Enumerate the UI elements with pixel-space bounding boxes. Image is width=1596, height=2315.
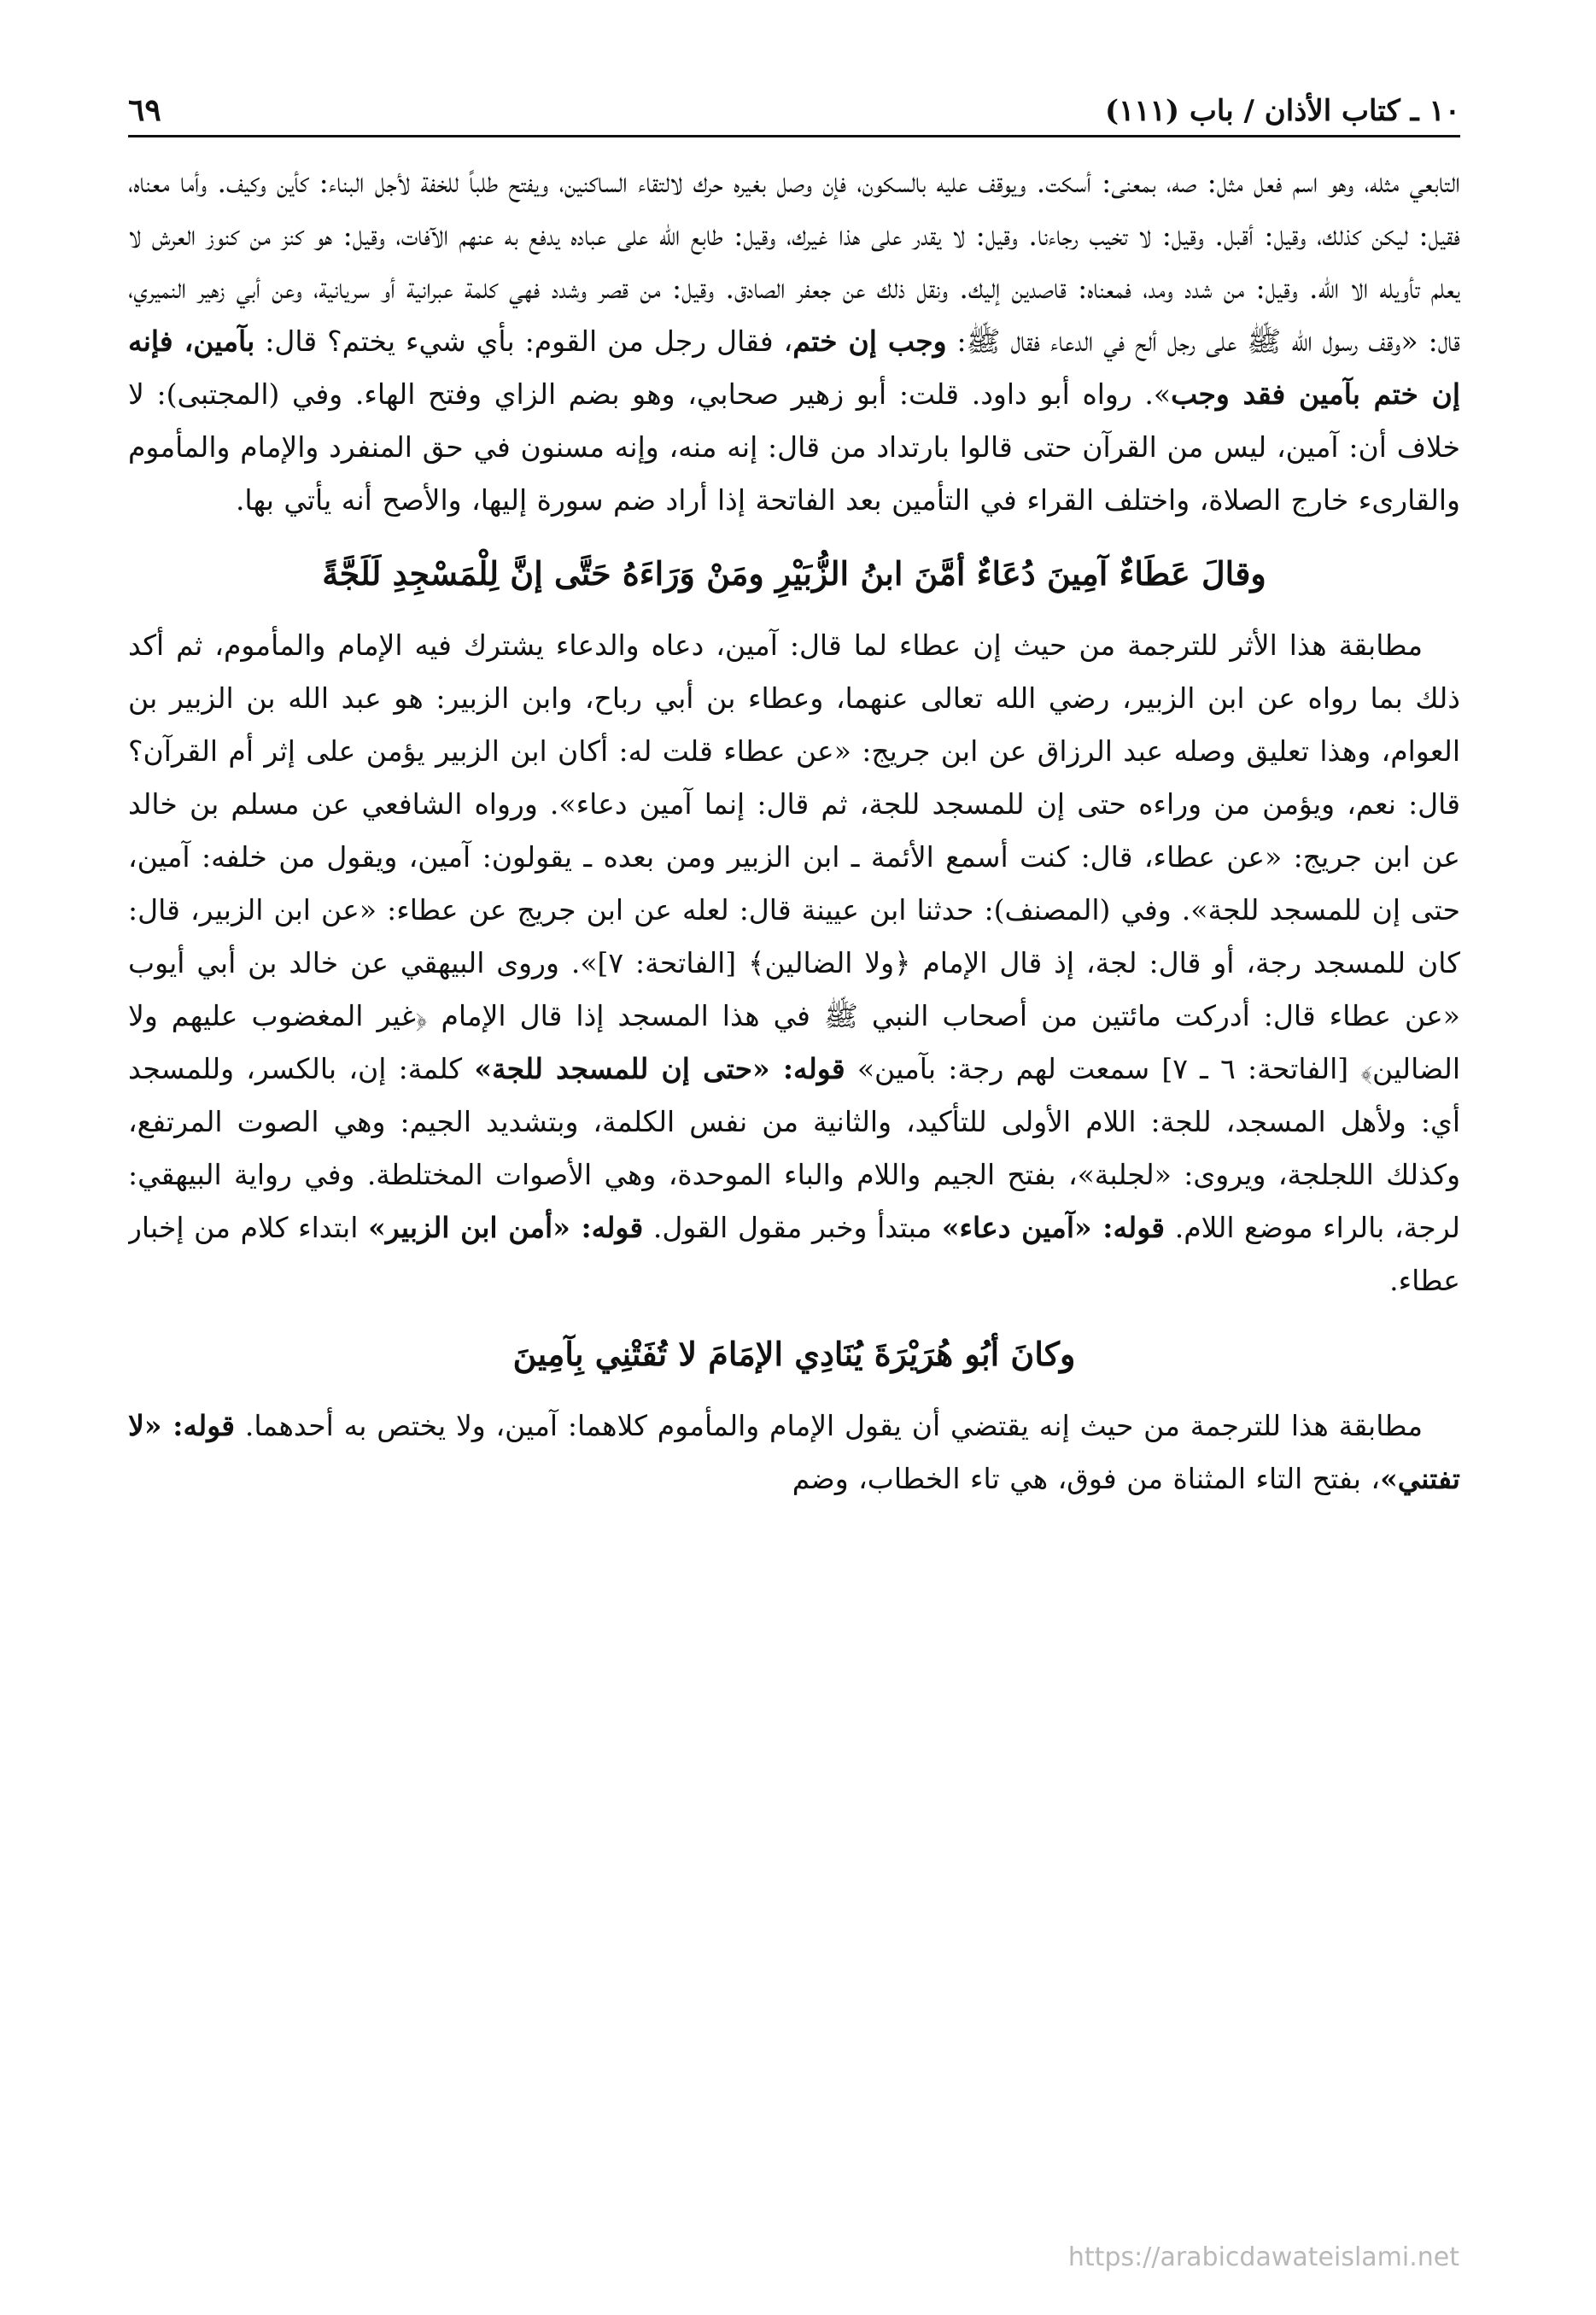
- hadith-quote-bold: بآمين، فإنه إن ختم بآمين فقد وجب: [128, 324, 1460, 411]
- text-segment: ، فقال رجل من القوم: بأي شيء يختم؟ قال:: [265, 324, 793, 358]
- qawluhu-bold: قوله: «لا تفتني»: [128, 1409, 1460, 1495]
- qawluhu-bold: قوله: «حتى إن للمسجد للجة»: [474, 1052, 845, 1085]
- hadith-quote-bold: وجب إن ختم: [792, 324, 947, 358]
- text-segment: كلمة: إن، بالكسر، وللمسجد أي: ولأهل المسجد، للجة: اللام الأولى للتأكيد، والثانية من نفس الكلمة، وبتشديد الجيم: وهي الصوت المرتفع، وكذلك اللجلجة، ويروى: «لجلبة»، بفتح الجيم واللام والباء الموحدة، وهي الأصوات المختلطة. وفي رواية البيهقي: لرجة، بالراء موضع اللام.: [128, 1052, 1460, 1244]
- text-segment: مطابقة هذا للترجمة من حيث إنه يقتضي أن يقول الإمام والمأموم كلاهما: آمين، ولا يختص به أحدهما.: [244, 1409, 1423, 1442]
- text-segment: مبتدأ وخبر مقول القول.: [652, 1211, 932, 1244]
- text-segment: ، بفتح التاء المثناة من فوق، هي تاء الخطاب، وضم: [792, 1462, 1381, 1495]
- running-title: ١٠ ـ كتاب الأذان / باب (١١١): [1105, 94, 1460, 128]
- section-heading-ata: وقالَ عَطَاءٌ آمِينَ دُعَاءٌ أمَّنَ ابنُ الزُّبَيْرِ ومَنْ وَرَاءَهُ حَتَّى إنَّ لِلْمَسْجِدِ لَلَجَّةً: [322, 554, 1266, 593]
- commentary-section-1: [128, 156, 1460, 527]
- text-segment: ابتداء كلام من إخبار عطاء.: [128, 1211, 1460, 1297]
- watermark-url: https://arabicdawateislami.net: [1067, 2242, 1459, 2272]
- paragraph-amin-meaning: [128, 156, 1460, 527]
- book-page: [128, 68, 1460, 2254]
- page-number: ٦٩: [128, 92, 161, 128]
- qawluhu-bold: قوله: «أمن ابن الزبير»: [368, 1211, 644, 1244]
- text-segment: التابعي مثله، وهو اسم فعل مثل: صه، بمعنى: أسكت. ويوقف عليه بالسكون، فإن وصل بغيره حرك لالتقاء الساكنين، ويفتح طلباً للخفة لأجل البناء: كأين وكيف. وأما معناه، فقيل: ليكن كذلك، وقيل: أقبل. وقيل: لا تخيب رجاءنا. وقيل: لا يقدر على هذا غيرك، وقيل: طابع الله على عباده يدفع به عنهم الآفات، وقيل: هو كنز من كنوز العرش لا يعلم تأويله الا الله. وقيل: من شدد ومد، فمعناه: قاصدين إليك. ونقل ذلك عن جعفر الصادق. وقيل: من قصر وشدد فهي كلمة عبرانية أو سريانية، وعن أبي زهير النميري، قال: «وقف رسول الله ﷺ على رجل ألح في الدعاء فقال ﷺ:: [128, 166, 1460, 358]
- paragraph-abu-hurayra-commentary: [128, 1400, 1460, 1505]
- paragraph-ata-commentary: [128, 619, 1460, 1307]
- running-header: [128, 68, 1460, 137]
- commentary-section-3: [128, 1400, 1460, 1505]
- qawluhu-bold: قوله: «آمين دعاء»: [941, 1211, 1166, 1244]
- commentary-section-2: [128, 619, 1460, 1307]
- text-segment: مطابقة هذا الأثر للترجمة من حيث إن عطاء لما قال: آمين، دعاه والدعاء يشترك فيه الإمام والمأموم، ثم أكد ذلك بما رواه عن ابن الزبير، رضي الله تعالى عنهما، وعطاء بن أبي رباح، وابن الزبير: هو عبد الله بن الزبير بن العوام، وهذا تعليق وصله عبد الرزاق عن ابن جريج: «عن عطاء قلت له: أكان ابن الزبير يؤمن على إثر أم القرآن؟ قال: نعم، ويؤمن من وراءه حتى إن للمسجد للجة، ثم قال: إنما آمين دعاء». ورواه الشافعي عن مسلم بن خالد عن ابن جريج: «عن عطاء، قال: كنت أسمع الأئمة ـ ابن الزبير ومن بعده ـ يقولون: آمين، ويقول من خلفه: آمين، حتى إن للمسجد للجة». وفي (المصنف): حدثنا ابن عيينة قال: لعله عن ابن جريج عن عطاء: «عن ابن الزبير، قال: كان للمسجد رجة، أو قال: لجة، إذ قال الإمام ﴿ولا الضالين﴾ [الفاتحة: ٧]». وروى البيهقي عن خالد بن أبي أيوب «عن عطاء قال: أدركت مائتين من أصحاب النبي ﷺ في هذا المسجد إذا قال الإمام ﴿غير المغضوب عليهم ولا الضالين﴾ [الفاتحة: ٦ ـ ٧] سمعت لهم رجة: بآمين»: [128, 628, 1460, 1085]
- section-heading-abu-hurayra: وكانَ أبُو هُرَيْرَةَ يُنَادِي الإمَامَ لا تُفَتْنِي بِآمِينَ: [512, 1335, 1076, 1373]
- text-segment: ». رواه أبو داود. قلت: أبو زهير صحابي، وهو بضم الزاي وفتح الهاء. وفي (المجتبى): لا خلاف أن: آمين، ليس من القرآن حتى قالوا بارتداد من قال: إنه منه، وإنه مسنون في حق المنفرد والإمام والمأموم والقارىء خارج الصلاة، واختلف القراء في التأمين بعد الفاتحة إذا أراد ضم سورة إليها، والأصح أنه يأتي بها.: [128, 377, 1460, 517]
